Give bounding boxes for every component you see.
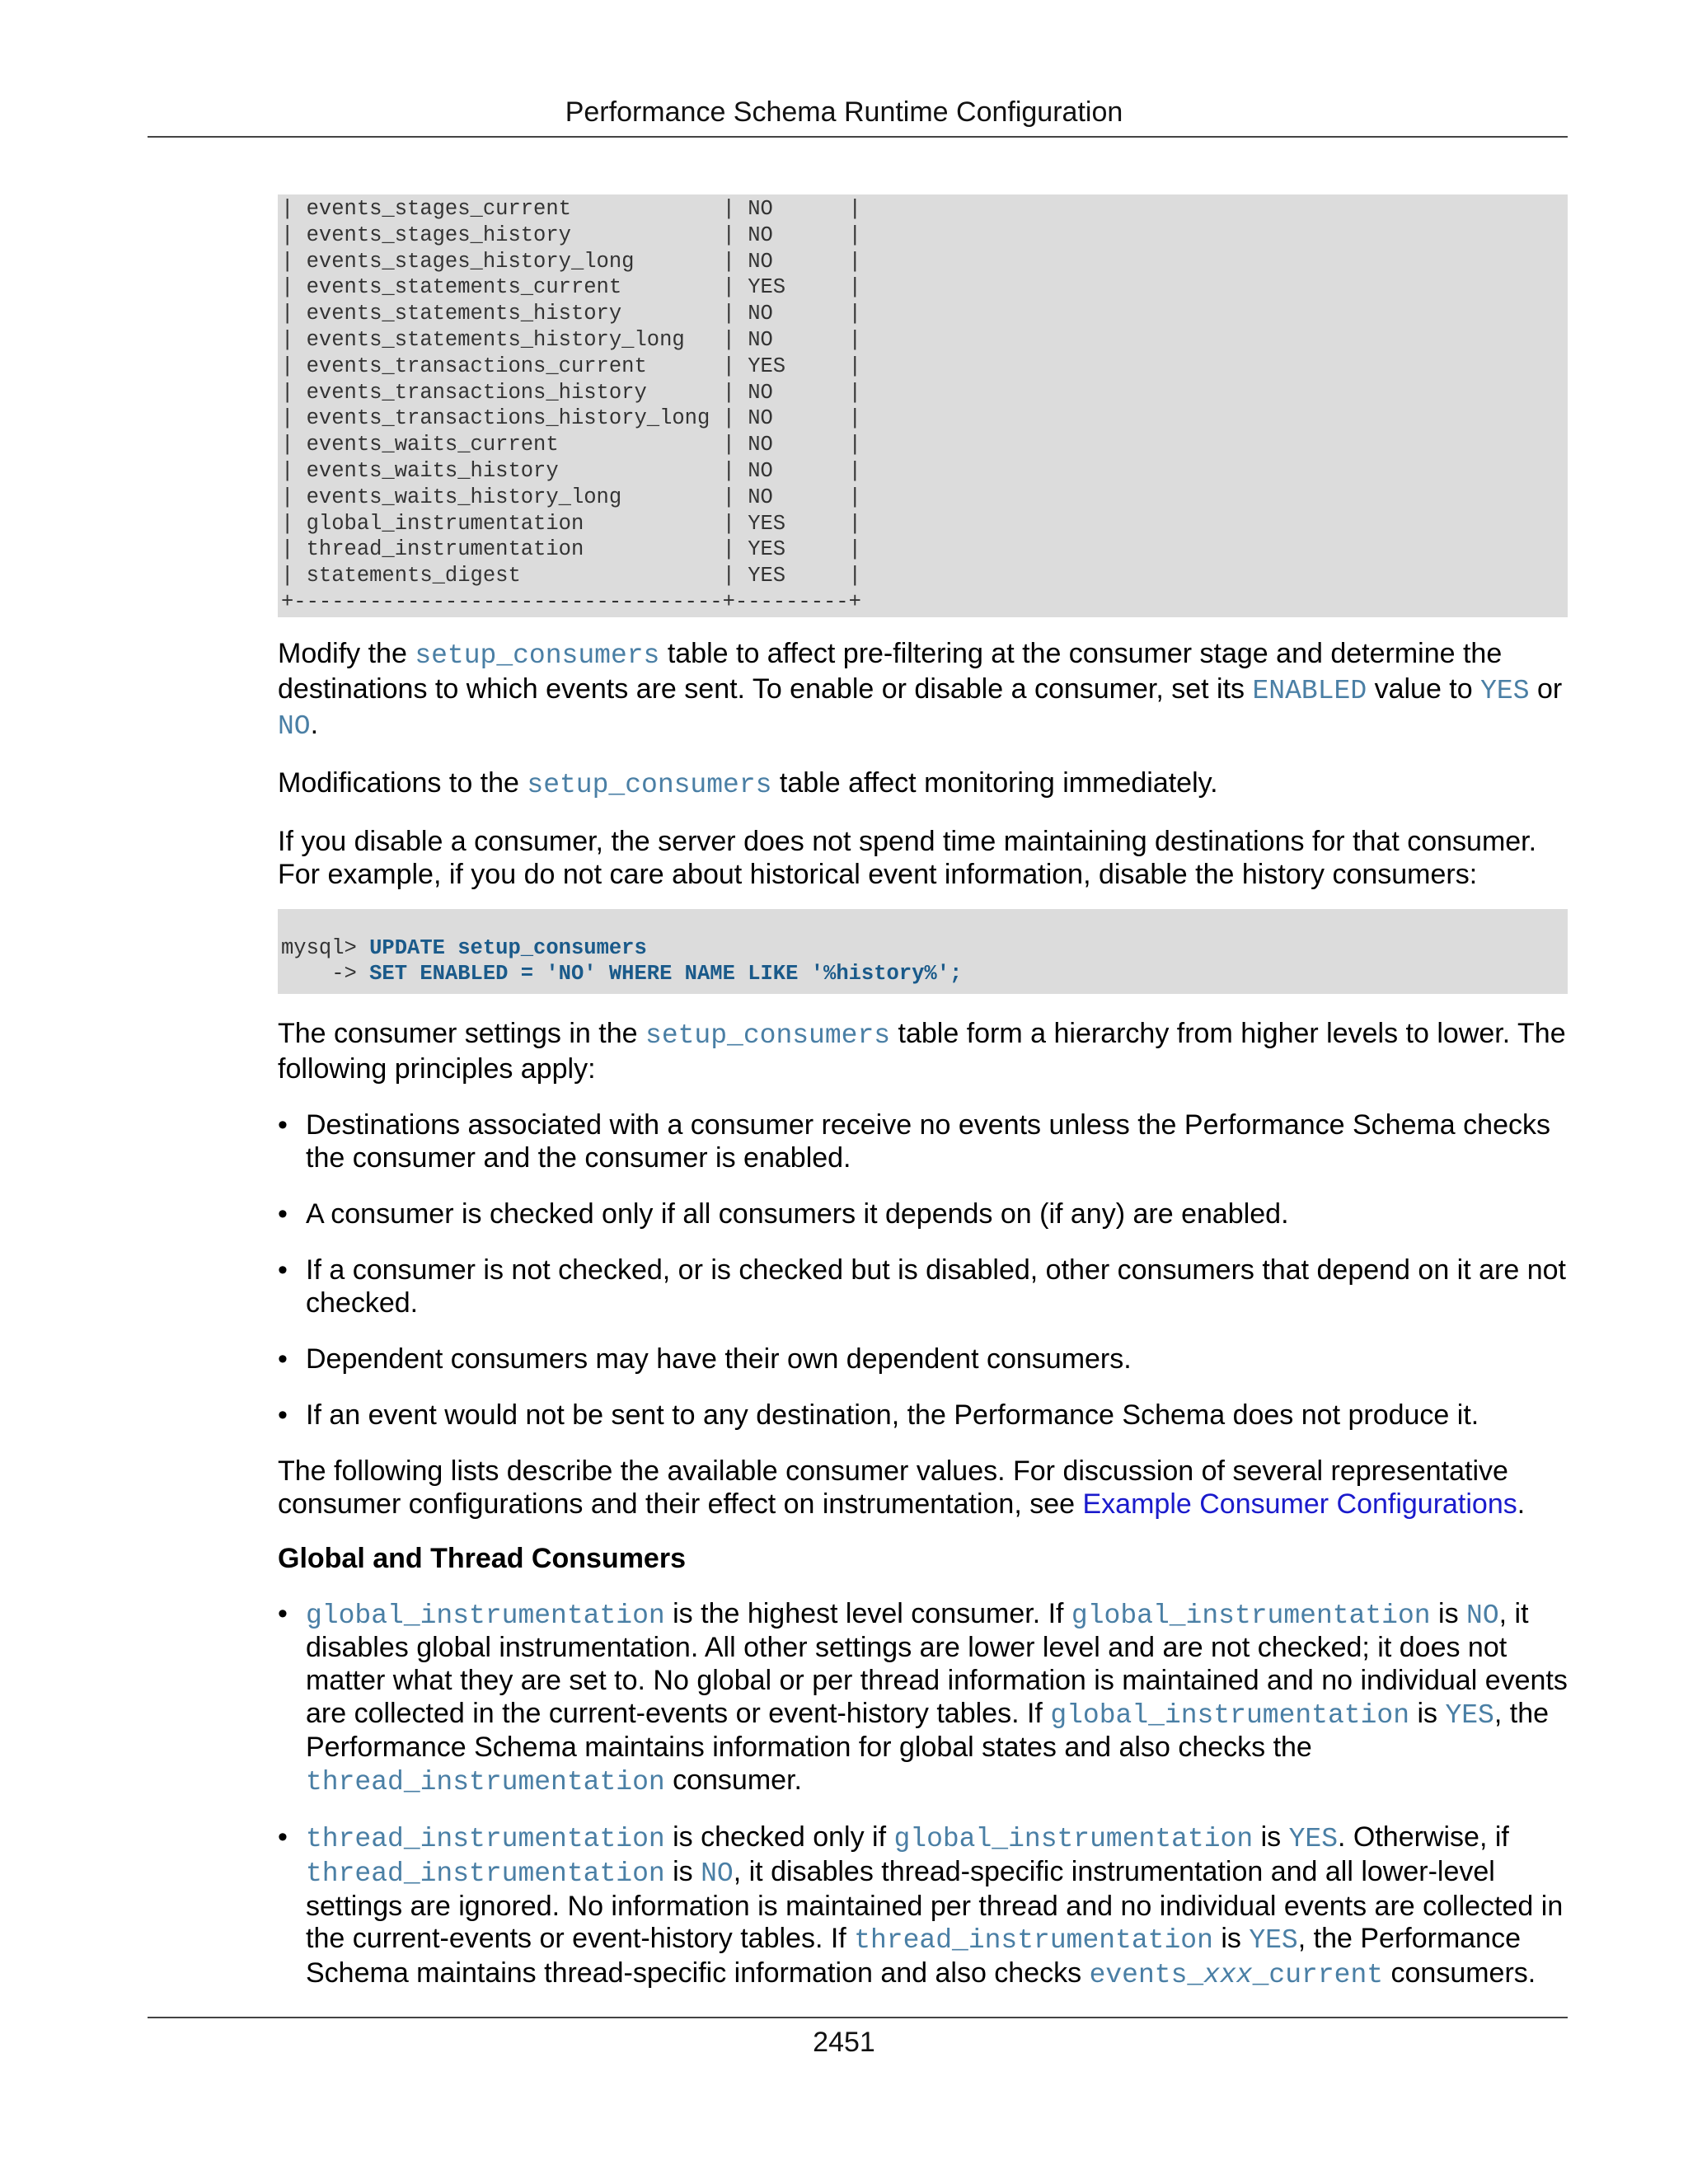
list-item-global-instrumentation: • global_instrumentation is the highest level consumer. If global_instrumentation is NO, it disables global instrumentation. All other settings are lower level and are not checked; it does not matter what they are set to. No global or per thread information is maintained and no individual events are collected in the current-events or event-history tables. If global_instrumentation is YES, the Performance Schema maintains information for global states and also checks the thread_instrumentation consumer. — [278, 1597, 1568, 1797]
sql-prompt: mysql> — [281, 935, 370, 960]
consumers-list — [278, 1598, 1568, 1992]
bullet: • — [278, 1399, 288, 1431]
paragraph-modify-setup-consumers: Modify the setup_consumers table to affect pre-filtering at the consumer stage and determine the destinations to which events are sent. To enable or disable a consumer, set its ENABLED value to YES or NO. — [278, 637, 1563, 742]
bullet: • — [278, 1343, 288, 1375]
sql-command: UPDATE setup_consumers — [369, 935, 647, 960]
paragraph-modifications: Modifications to the setup_consumers table affect monitoring immediately. — [278, 766, 1218, 800]
code-no: NO — [278, 710, 311, 742]
code-yes: YES — [1445, 1699, 1494, 1731]
table-line: | events_waits_history | NO | — [281, 458, 861, 483]
code-yes: YES — [1480, 675, 1530, 706]
list-item: • If a consumer is not checked, or is checked but is disabled, other consumers that depend on it are not checked. — [278, 1254, 1566, 1319]
table-line: | events_transactions_history | NO | — [281, 380, 861, 405]
example-consumer-configurations-link[interactable]: Example Consumer Configurations — [1082, 1488, 1517, 1520]
code-yes: YES — [1249, 1925, 1298, 1957]
code-thread-instrumentation: thread_instrumentation — [854, 1925, 1213, 1957]
table-line: | events_statements_current | YES | — [281, 275, 861, 300]
paragraph-hierarchy: The consumer settings in the setup_consumers table form a hierarchy from higher levels to lower. The following principles apply: — [278, 1017, 1566, 1085]
table-line: | events_stages_history | NO | — [281, 223, 861, 247]
bullet: • — [278, 1108, 288, 1141]
sql-command: SET ENABLED = 'NO' WHERE NAME LIKE '%history%'; — [369, 962, 963, 987]
bullet: • — [278, 1254, 288, 1286]
sql-prompt: -> — [281, 962, 370, 987]
code-no: NO — [1466, 1600, 1499, 1631]
table-line: | events_waits_current | NO | — [281, 433, 861, 457]
header-divider — [148, 136, 1568, 138]
code-setup-consumers: setup_consumers — [415, 640, 660, 671]
code-global-instrumentation: global_instrumentation — [1071, 1600, 1431, 1631]
code-thread-instrumentation: thread_instrumentation — [306, 1824, 665, 1855]
list-item: • A consumer is checked only if all consumers it depends on (if any) are enabled. — [278, 1197, 1289, 1230]
bullet: • — [278, 1197, 288, 1230]
table-line: | events_transactions_history_long | NO | — [281, 406, 861, 431]
paragraph-consumer-values: The following lists describe the available consumer values. For discussion of several representative consumer configurations and their effect on instrumentation, see Example Consumer Configurations. — [278, 1455, 1526, 1520]
code-enabled: ENABLED — [1252, 675, 1367, 706]
code-no: NO — [701, 1858, 734, 1889]
consumers-table-output — [278, 194, 1568, 617]
page-header-title: Performance Schema Runtime Configuration — [565, 96, 1123, 128]
sql-example-code — [278, 909, 1568, 994]
section-heading: Global and Thread Consumers — [278, 1542, 686, 1574]
page-content — [278, 194, 1568, 1991]
code-events-xxx-current: events_xxx_current — [1089, 1959, 1384, 1990]
code-global-instrumentation: global_instrumentation — [893, 1824, 1254, 1855]
bullet: • — [278, 1821, 288, 1854]
principles-list — [278, 1108, 1568, 1432]
code-yes: YES — [1288, 1824, 1339, 1855]
table-line: | thread_instrumentation | YES | — [281, 537, 861, 562]
table-line: | events_stages_current | NO | — [281, 197, 861, 221]
code-thread-instrumentation: thread_instrumentation — [306, 1858, 665, 1889]
table-line: +----------------------------------+---------+ — [281, 589, 861, 614]
table-line: | statements_digest | YES | — [281, 564, 861, 588]
code-thread-instrumentation: thread_instrumentation — [306, 1766, 665, 1797]
table-line: | events_statements_history_long | NO | — [281, 327, 861, 352]
footer-divider — [148, 2017, 1568, 2018]
table-line: | events_waits_history_long | NO | — [281, 485, 861, 509]
code-setup-consumers: setup_consumers — [527, 769, 772, 800]
bullet: • — [278, 1597, 288, 1629]
list-item-thread-instrumentation: • thread_instrumentation is checked only if global_instrumentation is YES. Otherwise, if thread_instrumentation is NO, it disables thread-specific instrumentation and all lower-level settings are ignored. No information is maintained per thread and no individual events are collected in the current-events or event-history tables. If thread_instrumentation is YES, the Performance Schema maintains thread-specific information and also checks events_xxx_current consumers. — [278, 1821, 1564, 1990]
code-setup-consumers: setup_consumers — [645, 1019, 891, 1051]
list-item: • Dependent consumers may have their own dependent consumers. — [278, 1343, 1132, 1375]
table-line: | global_instrumentation | YES | — [281, 511, 861, 536]
table-line: | events_statements_history | NO | — [281, 302, 861, 326]
table-line: | events_transactions_current | YES | — [281, 354, 861, 378]
page-number: 2451 — [813, 2027, 875, 2058]
table-line: | events_stages_history_long | NO | — [281, 249, 861, 274]
code-global-instrumentation: global_instrumentation — [1050, 1699, 1409, 1731]
list-item: • If an event would not be sent to any destination, the Performance Schema does not produce it. — [278, 1399, 1479, 1431]
list-item: • Destinations associated with a consumer receive no events unless the Performance Schema checks the consumer and the consumer is enabled. — [278, 1108, 1550, 1174]
paragraph-disable-consumer: If you disable a consumer, the server does not spend time maintaining destinations for that consumer. For example, if you do not care about historical event information, disable the history consumers: — [278, 825, 1537, 890]
code-global-instrumentation: global_instrumentation — [306, 1600, 665, 1631]
